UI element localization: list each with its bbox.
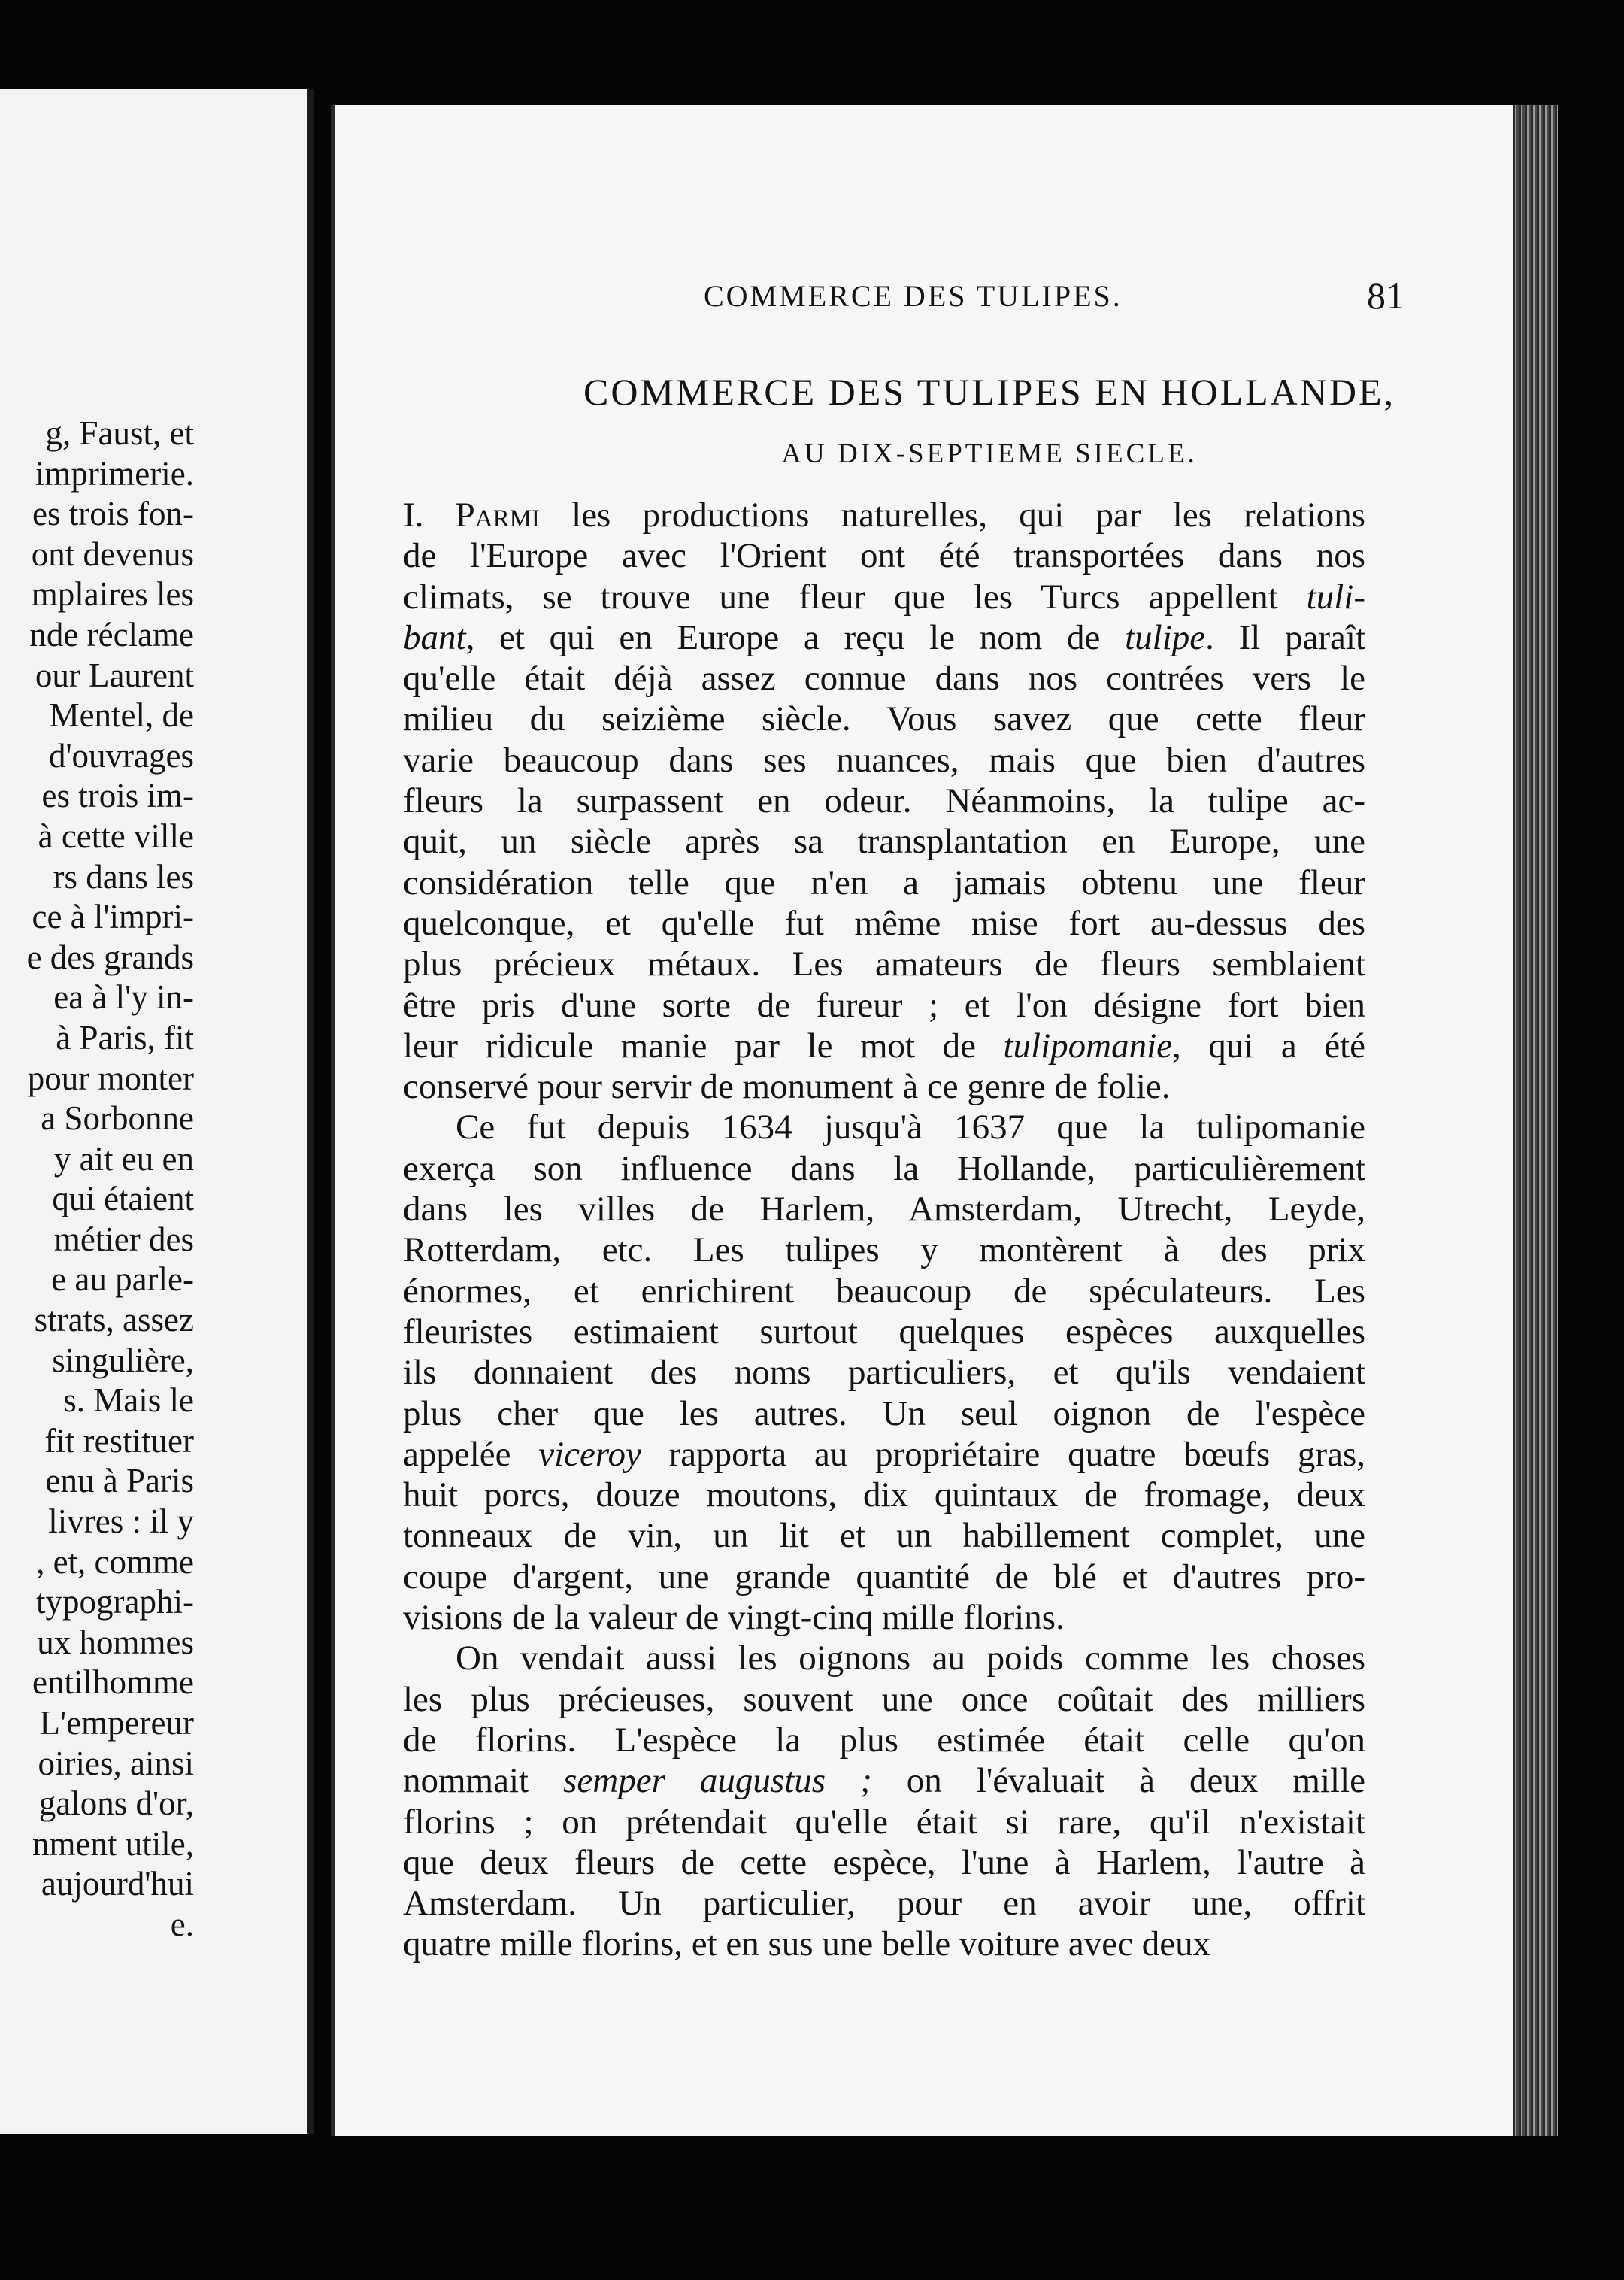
body-line [403,1924,1365,1964]
left-text-line: ux hommes [37,1623,194,1661]
small-caps-word: Parmi [455,496,540,535]
line-text: appelée [403,1434,539,1474]
line-text: milieu du seizième siècle. Vous savez que cette fleur [403,699,1365,739]
italic-word: semper augustus ; [563,1761,872,1801]
left-page-text [0,414,194,1945]
left-text-line: d'ouvrages [48,736,194,775]
left-text-line: Mentel, de [49,696,194,735]
left-text-line: enu à Paris [45,1462,194,1500]
left-text-line: aujourd'hui [41,1865,194,1903]
body-line [403,1802,1365,1842]
line-text: huit porcs, douze moutons, dix quintaux de fromage, deux [403,1475,1365,1515]
left-text-line: e des grands [26,938,194,976]
line-text: les productions naturelles, qui par les relations [539,496,1365,535]
page-edges [1513,105,1558,2136]
line-text: fleurs la surpassent en odeur. Néanmoins, la tulipe ac- [403,781,1365,821]
body-line [403,1189,1365,1229]
left-text-line: galons d'or, [38,1784,194,1823]
line-text: Rotterdam, etc. Les tulipes y montèrent à des prix [403,1230,1365,1270]
left-text-line: oiries, ainsi [38,1744,194,1782]
line-text: rapporta au propriétaire quatre bœufs gras, [641,1434,1365,1474]
body-text [403,495,1365,1965]
line-text: coupe d'argent, une grande quantité de blé et d'autres pro- [403,1557,1365,1596]
left-text-line: e au parle- [51,1260,194,1299]
line-text: varie beaucoup dans ses nuances, mais que bien d'autres [403,740,1365,780]
left-text-line: singulière, [52,1341,194,1379]
body-line [403,1515,1365,1556]
left-text-line: y ait eu en [53,1139,194,1178]
left-text-line: , et, comme [36,1542,194,1581]
body-line [403,1311,1365,1352]
left-text-line: mplaires les [31,575,194,614]
line-text: , qui a été [1172,1026,1365,1066]
body-line [403,1148,1365,1189]
paragraph-number: I. [403,496,456,535]
page-number: 81 [1367,274,1404,317]
line-text: On vendait aussi les oignons au poids comme les choses [456,1639,1365,1678]
body-line [403,577,1365,617]
body-line [403,1107,1365,1148]
left-text-line: es trois im- [41,777,194,815]
body-line [403,617,1365,658]
left-text-line: fit restituer [44,1421,194,1460]
line-text: conservé pour servir de monument à ce genre de folie. [403,1067,1171,1107]
left-text-line: livres : il y [48,1502,194,1541]
line-text: que deux fleurs de cette espèce, l'une à Harlem, l'autre à [403,1842,1365,1882]
body-line [403,658,1365,699]
left-text-line: strats, assez [34,1301,194,1339]
left-text-line: métier des [53,1220,194,1258]
left-text-line: ce à l'impri- [32,898,194,936]
body-line [403,1352,1365,1393]
left-text-line: à Paris, fit [56,1018,194,1057]
line-text: ils donnaient des noms particuliers, et qu'ils vendaient [403,1353,1365,1393]
body-line [403,699,1365,739]
line-text: Amsterdam. Un particulier, pour en avoir une, offrit [403,1884,1365,1924]
italic-word: bant [403,617,466,657]
line-text: quatre mille florins, et en sus une belle voiture avec deux [403,1924,1211,1964]
line-text: dans les villes de Harlem, Amsterdam, Utrecht, Leyde, [403,1190,1365,1229]
line-text: exerça son influence dans la Hollande, particulièrement [403,1148,1365,1188]
left-page-fragment [0,89,314,2134]
left-text-line: entilhomme [32,1663,194,1702]
body-line [403,1475,1365,1515]
left-text-line: g, Faust, et [45,414,194,452]
body-line [403,495,1365,535]
body-line [403,1720,1365,1760]
left-text-line: nde réclame [29,615,194,653]
left-text-line: es trois fon- [32,495,194,533]
line-text: plus cher que les autres. Un seul oignon de l'espèce [403,1393,1365,1433]
left-text-line: s. Mais le [63,1381,194,1420]
italic-word: tulipomanie [1003,1026,1172,1066]
body-line [403,781,1365,821]
body-line [403,1434,1365,1475]
body-line [403,863,1365,903]
left-text-line: qui étaient [52,1180,194,1218]
left-text-line: e. [170,1905,194,1943]
line-text: fleuristes estimaient surtout quelques espèces auxquelles [403,1311,1365,1351]
left-text-line: typographi- [36,1583,194,1621]
chapter-subtitle: AU DIX-SEPTIEME SIECLE. [781,438,1198,469]
line-text: visions de la valeur de vingt-cinq mille florins. [403,1598,1065,1638]
body-line [403,1760,1365,1801]
left-text-line: a Sorbonne [41,1099,194,1138]
body-line [403,985,1365,1026]
body-line [403,1842,1365,1883]
body-line [403,944,1365,984]
body-line [403,1271,1365,1311]
line-text: quelconque, et qu'elle fut même mise fort au-dessus des [403,903,1365,943]
body-line [403,1066,1365,1107]
body-line [403,1557,1365,1597]
line-text: considération telle que n'en a jamais obtenu une fleur [403,863,1365,902]
body-line [403,1638,1365,1678]
body-line [403,1883,1365,1924]
italic-word: viceroy [538,1434,641,1474]
italic-word: tulipe [1125,617,1206,657]
line-text: les plus précieuses, souvent une once coûtait des milliers [403,1679,1365,1719]
body-line [403,903,1365,944]
left-text-line: our Laurent [35,656,194,694]
line-text: plus précieux métaux. Les amateurs de fleurs semblaient [403,944,1365,984]
left-text-line: rs dans les [53,857,194,896]
line-text: nommait [403,1761,564,1801]
line-text: être pris d'une sorte de fureur ; et l'on désigne fort bien [403,985,1365,1025]
running-head: COMMERCE DES TULIPES. [704,279,1123,313]
line-text: florins ; on prétendait qu'elle était si rare, qu'il n'existait [403,1802,1365,1842]
left-text-line: nment utile, [32,1824,194,1863]
line-text: leur ridicule manie par le mot de [403,1026,1004,1066]
body-line [403,740,1365,781]
left-text-line: pour monter [27,1059,194,1097]
body-line [403,1229,1365,1270]
line-text: on l'évaluait à deux mille [871,1761,1365,1801]
line-text: de florins. L'espèce la plus estimée était celle qu'on [403,1720,1365,1760]
left-text-line: ont devenus [31,535,194,573]
body-line [403,821,1365,862]
line-text: tonneaux de vin, un lit et un habillement complet, une [403,1516,1365,1556]
right-page [331,105,1558,2136]
body-line [403,1393,1365,1434]
line-text: . Il paraît [1205,617,1365,657]
line-text: , et qui en Europe a reçu le nom de [465,617,1126,657]
line-text: énormes, et enrichirent beaucoup de spéculateurs. Les [403,1271,1365,1311]
italic-word: tuli- [1306,577,1365,617]
line-text: qu'elle était déjà assez connue dans nos contrées vers le [403,659,1365,699]
body-line [403,1597,1365,1638]
left-text-line: L'empereur [39,1704,194,1742]
line-text: quit, un siècle après sa transplantation en Europe, une [403,822,1365,862]
left-text-line: ea à l'y in- [53,978,194,1017]
body-line [403,1026,1365,1066]
line-text: climats, se trouve une fleur que les Turcs appellent [403,577,1307,617]
line-text: de l'Europe avec l'Orient ont été transportées dans nos [403,536,1365,576]
chapter-title: COMMERCE DES TULIPES EN HOLLANDE, [583,371,1396,413]
left-text-line: à cette ville [38,817,194,855]
body-line [403,535,1365,576]
left-text-line: imprimerie. [35,454,194,493]
body-line [403,1679,1365,1720]
line-text: Ce fut depuis 1634 jusqu'à 1637 que la tulipomanie [456,1108,1365,1148]
